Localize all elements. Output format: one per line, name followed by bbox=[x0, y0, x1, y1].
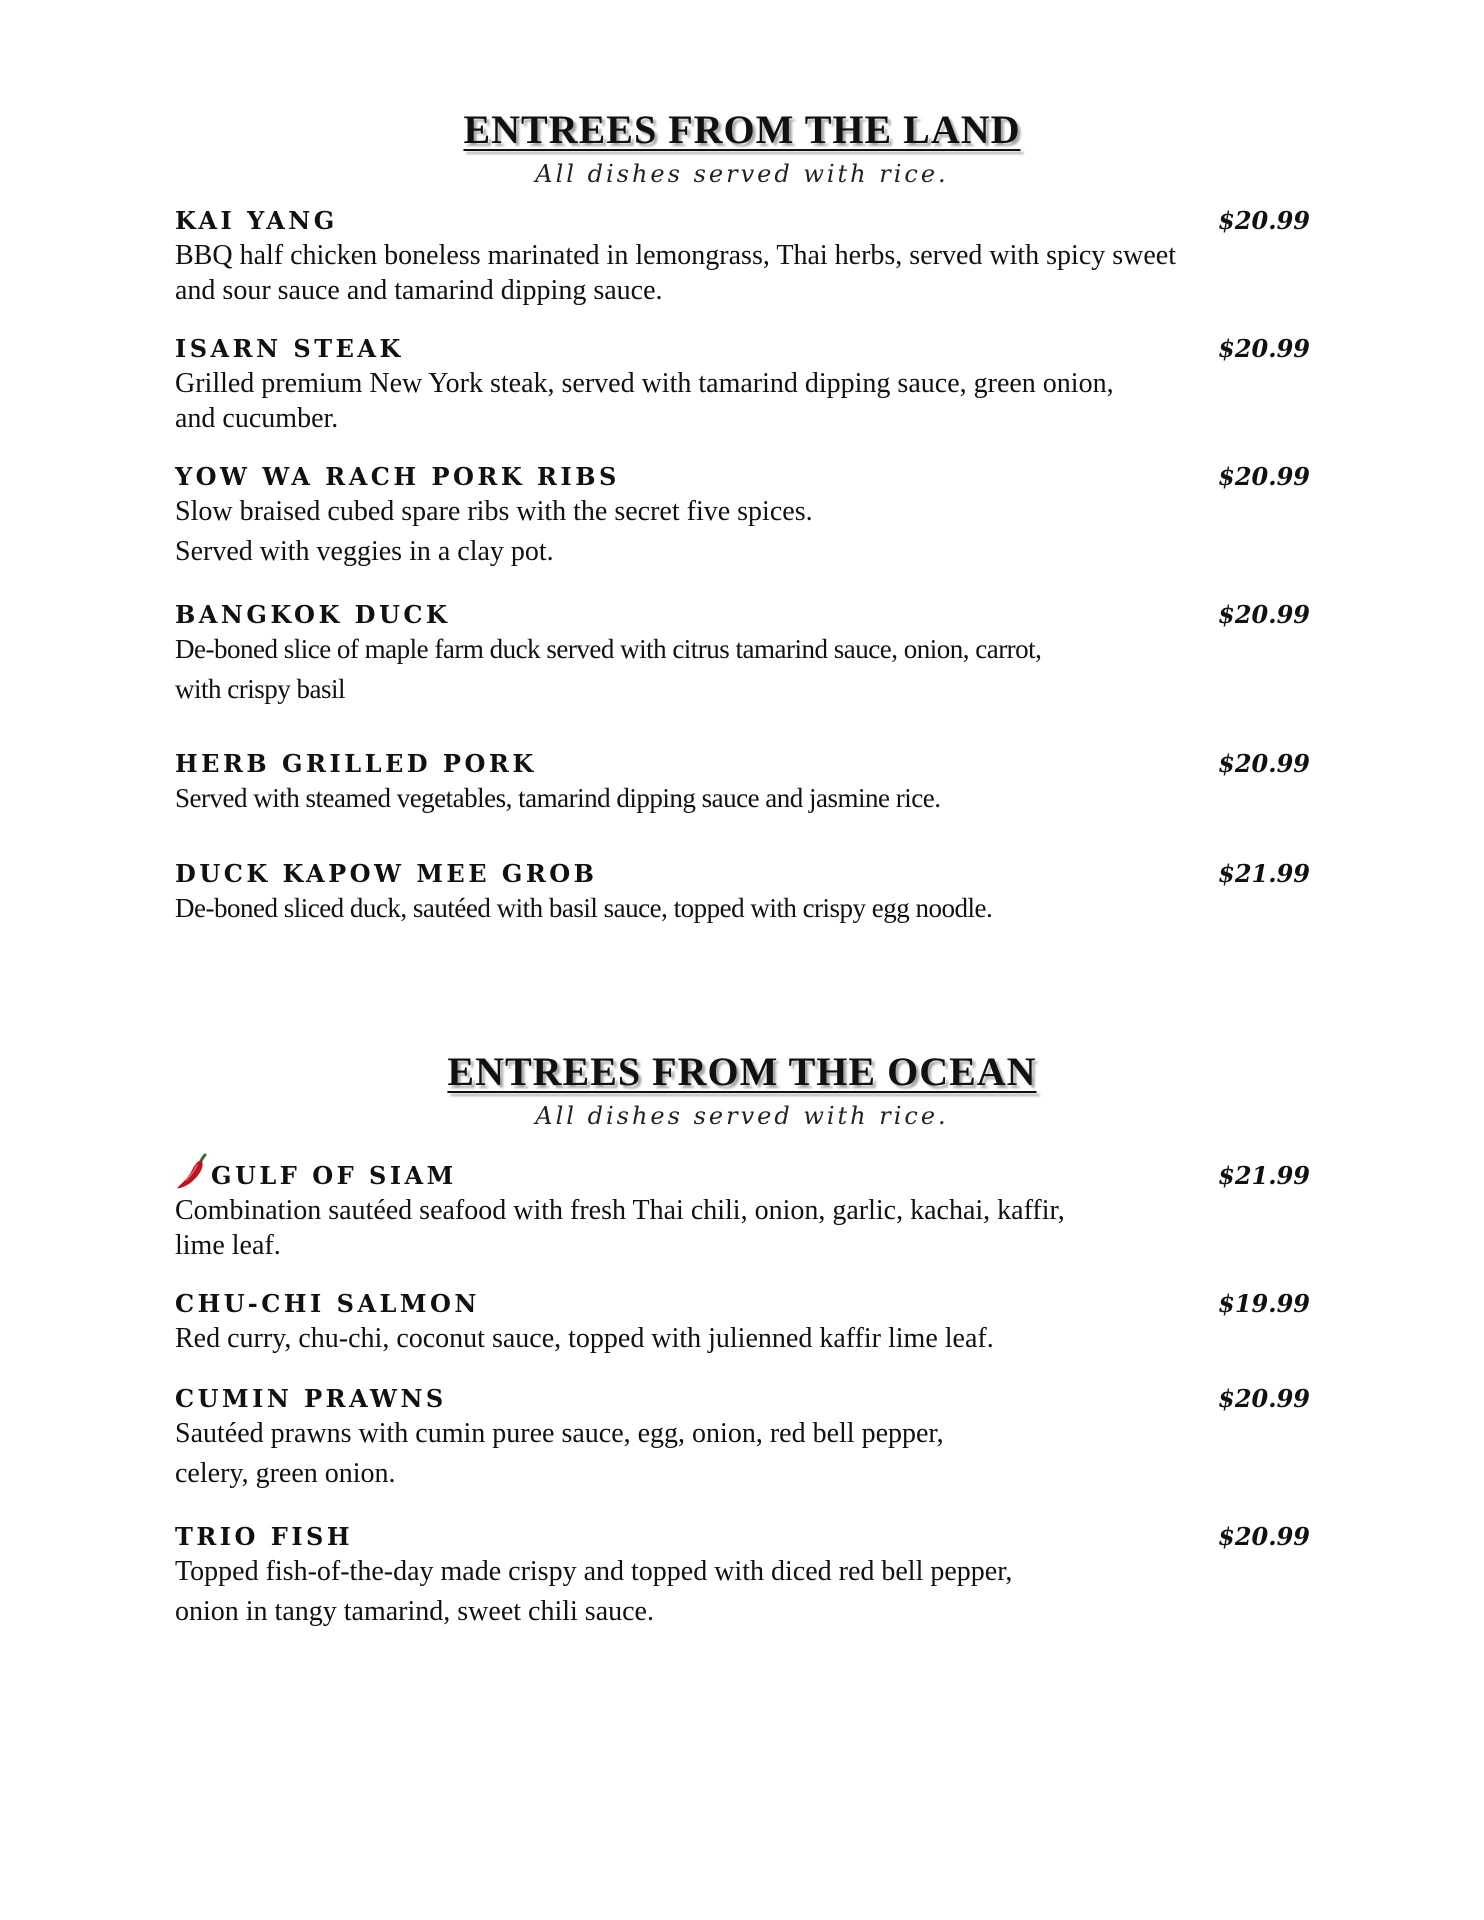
item-description bbox=[175, 891, 1310, 926]
section-subtitle-land: All dishes served with rice. bbox=[535, 160, 949, 188]
description-line: De-boned sliced duck, sautéed with basil sauce, topped with crispy egg noodle. bbox=[175, 893, 993, 923]
description-line: with crispy basil bbox=[175, 674, 345, 704]
menu-item-trio-fish bbox=[175, 1522, 1310, 1629]
section-title-land: ENTREES FROM THE LAND bbox=[463, 107, 1021, 152]
description-line: Topped fish-of-the-day made crispy and topped with diced red bell pepper, bbox=[175, 1556, 1013, 1587]
item-name: HERB GRILLED PORK bbox=[175, 749, 537, 778]
item-name: KAI YANG bbox=[175, 206, 338, 235]
section-title-ocean: ENTREES FROM THE OCEAN bbox=[447, 1049, 1037, 1094]
item-price: $19.99 bbox=[1218, 1289, 1310, 1318]
item-name: BANGKOK DUCK bbox=[175, 600, 451, 629]
item-name: CUMIN PRAWNS bbox=[175, 1384, 447, 1413]
item-description bbox=[175, 1554, 1310, 1629]
description-line: Served with steamed vegetables, tamarind dipping sauce and jasmine rice. bbox=[175, 783, 941, 813]
item-description bbox=[175, 1193, 1310, 1263]
description-line: and cucumber. bbox=[175, 403, 339, 434]
description-line: Served with veggies in a clay pot. bbox=[175, 536, 554, 567]
item-name: TRIO FISH bbox=[175, 1522, 354, 1551]
item-description bbox=[175, 238, 1310, 308]
item-price: $20.99 bbox=[1218, 462, 1310, 491]
item-name: GULF OF SIAM bbox=[211, 1161, 457, 1190]
item-description bbox=[175, 1416, 1310, 1491]
item-price: $20.99 bbox=[1218, 600, 1310, 629]
item-price: $20.99 bbox=[1218, 749, 1310, 778]
description-line: Combination sautéed seafood with fresh Thai chili, onion, garlic, kachai, kaffir, bbox=[175, 1195, 1065, 1226]
item-price: $21.99 bbox=[1218, 859, 1310, 888]
chili-pepper-icon bbox=[175, 1153, 209, 1191]
item-price: $21.99 bbox=[1218, 1161, 1310, 1190]
item-description bbox=[175, 632, 1310, 707]
item-price: $20.99 bbox=[1218, 1522, 1310, 1551]
description-line: Sautéed prawns with cumin puree sauce, egg, onion, red bell pepper, bbox=[175, 1418, 944, 1449]
menu-item-gulf-of-siam bbox=[175, 1161, 1310, 1263]
menu-item-cumin-prawns bbox=[175, 1384, 1310, 1491]
description-line: celery, green onion. bbox=[175, 1458, 396, 1489]
item-description bbox=[175, 494, 1310, 569]
item-description bbox=[175, 366, 1310, 436]
description-line: Grilled premium New York steak, served with tamarind dipping sauce, green onion, bbox=[175, 368, 1114, 399]
menu-item-duck-kapow-mee-grob bbox=[175, 859, 1310, 926]
item-name: ISARN STEAK bbox=[175, 334, 404, 363]
item-price: $20.99 bbox=[1218, 334, 1310, 363]
item-name: YOW WA RACH PORK RIBS bbox=[175, 462, 620, 491]
item-price: $20.99 bbox=[1218, 1384, 1310, 1413]
menu-item-yow-wa-rach-pork-ribs bbox=[175, 462, 1310, 569]
item-name: CHU-CHI SALMON bbox=[175, 1289, 480, 1318]
description-line: De-boned slice of maple farm duck served with citrus tamarind sauce, onion, carrot, bbox=[175, 634, 1042, 664]
description-line: Slow braised cubed spare ribs with the secret five spices. bbox=[175, 496, 813, 527]
description-line: onion in tangy tamarind, sweet chili sauce. bbox=[175, 1596, 654, 1627]
menu-item-kai-yang bbox=[175, 206, 1310, 308]
description-line: lime leaf. bbox=[175, 1230, 281, 1261]
item-description bbox=[175, 781, 1310, 816]
description-line: BBQ half chicken boneless marinated in lemongrass, Thai herbs, served with spicy sweet bbox=[175, 240, 1177, 271]
description-line: and sour sauce and tamarind dipping sauce. bbox=[175, 275, 663, 306]
section-subtitle-ocean: All dishes served with rice. bbox=[535, 1102, 949, 1130]
menu-item-herb-grilled-pork bbox=[175, 749, 1310, 816]
menu-item-chu-chi-salmon bbox=[175, 1289, 1310, 1356]
description-line: Red curry, chu-chi, coconut sauce, topped with julienned kaffir lime leaf. bbox=[175, 1323, 994, 1354]
item-name: DUCK KAPOW MEE GROB bbox=[175, 859, 598, 888]
menu-item-bangkok-duck bbox=[175, 600, 1310, 707]
item-description bbox=[175, 1321, 1310, 1356]
menu-item-isarn-steak bbox=[175, 334, 1310, 436]
item-price: $20.99 bbox=[1218, 206, 1310, 235]
